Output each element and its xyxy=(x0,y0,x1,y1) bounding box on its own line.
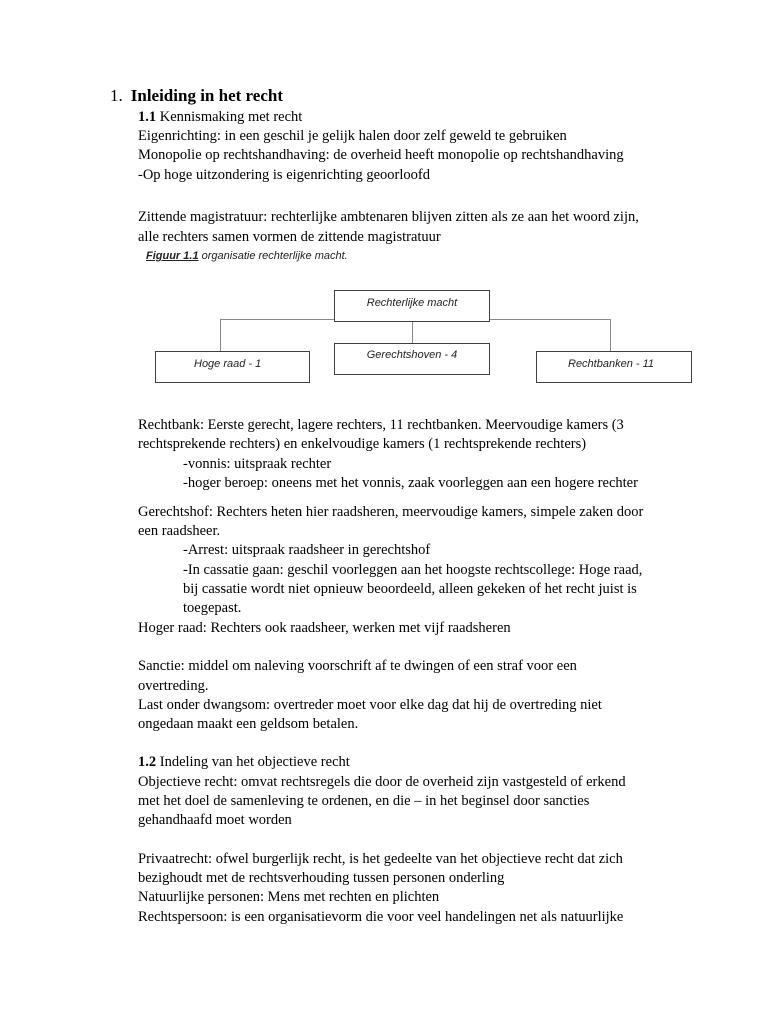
paragraph-line: -Arrest: uitspraak raadsheer in gerechtshof xyxy=(183,542,431,558)
paragraph-line: ongedaan maakt een geldsom betalen. xyxy=(138,716,359,732)
section-heading-1-1 xyxy=(138,108,302,126)
paragraph-line: Natuurlijke personen: Mens met rechten en plichten xyxy=(138,889,440,905)
paragraph-line: Last onder dwangsom: overtreder moet voor elke dag dat hij de overtreding niet xyxy=(138,697,602,713)
paragraph-line: bij cassatie wordt niet opnieuw beoordeeld, alleen gekeken of het recht juist is xyxy=(183,581,637,597)
paragraph-line: een raadsheer. xyxy=(138,523,221,539)
org-box-rechtbanken: Rechtbanken - 11 xyxy=(536,351,692,383)
org-box-hoge-raad: Hoge raad - 1 xyxy=(155,351,310,383)
paragraph-line: met het doel de samenleving te ordenen, en die – in het beginsel door sancties xyxy=(138,793,590,809)
paragraph-line: Monopolie op rechtshandhaving: de overheid heeft monopolie op rechtshandhaving xyxy=(138,147,624,163)
section-number: 1.1 xyxy=(138,109,157,125)
paragraph-line: Objectieve recht: omvat rechtsregels die door de overheid zijn vastgesteld of erkend xyxy=(138,774,626,790)
figure-label: Figuur 1.1 xyxy=(146,250,199,262)
paragraph-line: Rechtspersoon: is een organisatievorm die voor veel handelingen net als natuurlijke xyxy=(138,909,624,925)
paragraph-line: Privaatrecht: ofwel burgerlijk recht, is het gedeelte van het objectieve recht dat zich xyxy=(138,851,623,867)
connector-right xyxy=(610,319,611,351)
section-title: Kennismaking met recht xyxy=(159,109,303,125)
section-heading-1-2 xyxy=(138,753,350,771)
paragraph-line: Eigenrichting: in een geschil je gelijk halen door zelf geweld te gebruiken xyxy=(138,128,567,144)
paragraph-line: Zittende magistratuur: rechterlijke ambtenaren blijven zitten als ze aan het woord zijn, xyxy=(138,209,639,225)
org-box-rechterlijke-macht: Rechterlijke macht xyxy=(334,290,490,322)
connector-left xyxy=(220,319,221,351)
paragraph-line: Gerechtshof: Rechters heten hier raadsheren, meervoudige kamers, simpele zaken door xyxy=(138,504,644,520)
paragraph-line: -vonnis: uitspraak rechter xyxy=(183,456,332,472)
org-box-gerechtshoven: Gerechtshoven - 4 xyxy=(334,343,490,375)
chapter-heading xyxy=(110,87,283,105)
paragraph-line: Hoger raad: Rechters ook raadsheer, werken met vijf raadsheren xyxy=(138,620,511,636)
paragraph-line: Sanctie: middel om naleving voorschrift af te dwingen of een straf voor een xyxy=(138,658,577,674)
paragraph-line: alle rechters samen vormen de zittende magistratuur xyxy=(138,229,441,245)
figure-caption-text: organisatie rechterlijke macht. xyxy=(198,250,348,262)
paragraph-line: toegepast. xyxy=(183,600,242,616)
paragraph-line: -In cassatie gaan: geschil voorleggen aan het hoogste rechtscollege: Hoge raad, xyxy=(183,562,643,578)
paragraph-line: bezighoudt met de rechtsverhouding tussen personen onderling xyxy=(138,870,505,886)
chapter-number: 1. xyxy=(110,86,123,105)
paragraph-line: -hoger beroep: oneens met het vonnis, zaak voorleggen aan een hogere rechter xyxy=(183,475,638,491)
paragraph-line: Rechtbank: Eerste gerecht, lagere rechters, 11 rechtbanken. Meervoudige kamers (3 xyxy=(138,417,624,433)
chapter-title: Inleiding in het recht xyxy=(130,86,283,105)
paragraph-line: overtreding. xyxy=(138,678,209,694)
section-title: Indeling van het objectieve recht xyxy=(159,754,350,770)
paragraph-line: rechtsprekende rechters) en enkelvoudige kamers (1 rechtsprekende rechters) xyxy=(138,436,587,452)
figure-caption xyxy=(146,250,348,262)
paragraph-line: gehandhaafd moet worden xyxy=(138,812,292,828)
paragraph-line: -Op hoge uitzondering is eigenrichting geoorloofd xyxy=(138,167,430,183)
section-number: 1.2 xyxy=(138,754,157,770)
